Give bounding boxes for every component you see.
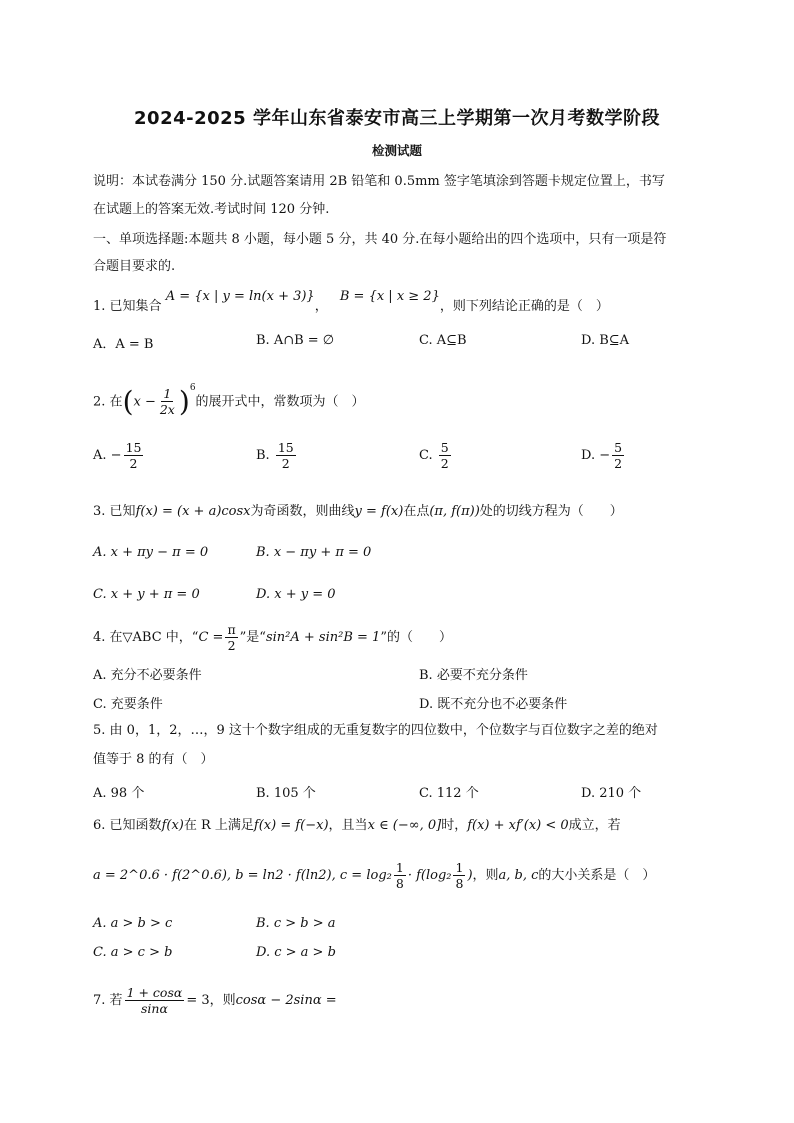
question-5-option-d[interactable]: D. 210 个 xyxy=(581,786,642,801)
fraction-numerator: π xyxy=(227,622,236,637)
question-4-option-a[interactable]: A. 充分不必要条件 xyxy=(93,668,202,683)
instructions-line-2: 在试题上的答案无效.考试时间 120 分钟. xyxy=(93,202,330,217)
question-text-mid: 为奇函数，则曲线 xyxy=(250,504,355,519)
question-7-stem xyxy=(93,980,713,1022)
fraction-denominator: 2 xyxy=(227,638,236,653)
exponent: 6 xyxy=(189,383,196,393)
question-6-option-c[interactable]: C. a > c > b xyxy=(93,945,173,960)
close-paren: ) xyxy=(467,868,473,883)
fraction-numerator: 1 + cosα xyxy=(126,985,183,1000)
even-function-condition: f(x) = f(−x) xyxy=(253,818,329,833)
question-number: 7. xyxy=(93,993,106,1008)
question-5-stem-line-1 xyxy=(93,722,713,740)
question-3-option-c[interactable]: C. x + y + π = 0 xyxy=(93,587,200,602)
target-expression: cosα − 2sinα = xyxy=(235,993,337,1008)
question-6-option-a[interactable]: A. a > b > c xyxy=(93,916,173,931)
question-text: 由 0，1，2，…，9 这十个数字组成的无重复数字的四位数中，个位数字与百位数字之差的绝对 xyxy=(109,723,658,738)
fraction-denominator: sinα xyxy=(140,1001,168,1016)
question-4-option-c[interactable]: C. 充要条件 xyxy=(93,697,163,712)
question-text: 已知函数 xyxy=(109,818,162,833)
question-5-option-a[interactable]: A. 98 个 xyxy=(93,786,145,801)
question-text: 已知 xyxy=(109,504,136,519)
question-4-option-d[interactable]: D. 既不充分也不必要条件 xyxy=(419,697,568,712)
fraction-numerator: 15 xyxy=(277,440,294,455)
option-letter: A. xyxy=(93,448,107,463)
option-letter: D. xyxy=(581,448,596,463)
question-text-mid: 在 R 上满足 xyxy=(183,818,254,833)
question-3-option-d[interactable]: D. x + y = 0 xyxy=(256,587,336,602)
domain-condition: x ∈ (−∞, 0] xyxy=(367,818,442,833)
function-name: f(x) xyxy=(161,818,184,833)
option-fraction xyxy=(612,440,624,471)
question-text-suffix: 处的切线方程为（ ） xyxy=(479,504,623,519)
question-3-stem xyxy=(93,503,713,521)
fraction-denominator: 8 xyxy=(395,876,404,891)
question-1-option-b[interactable]: B. A∩B = ∅ xyxy=(256,333,335,348)
question-5-option-b[interactable]: B. 105 个 xyxy=(256,786,316,801)
fraction xyxy=(394,860,406,891)
fraction xyxy=(125,985,185,1016)
fraction-numerator: 15 xyxy=(125,440,142,455)
expression-left: x − xyxy=(133,394,156,410)
question-text: 在▽ABC 中，“ xyxy=(109,630,199,645)
question-2-option-a[interactable] xyxy=(93,440,145,471)
question-text-mid3: 时， xyxy=(441,818,468,833)
option-letter: B. xyxy=(256,448,270,463)
set-b-expression: B = {x | x ≥ 2} xyxy=(339,289,440,304)
question-text-mid: ”是“ xyxy=(239,630,266,645)
question-2-option-c[interactable] xyxy=(419,440,453,471)
question-number: 3. xyxy=(93,504,106,519)
option-fraction xyxy=(124,440,144,471)
page-title: 2024-2025 学年山东省泰安市高三上学期第一次月考数学阶段 xyxy=(134,108,660,129)
question-text-suffix: ，则 xyxy=(472,868,499,883)
fraction-repeat xyxy=(453,860,465,891)
question-6-stem-line-1 xyxy=(93,817,713,835)
question-1-option-d[interactable]: D. B⊆A xyxy=(581,333,630,348)
question-number: 2. xyxy=(93,394,106,410)
option-letter: C. xyxy=(419,448,433,463)
question-text-mid2: 在点 xyxy=(403,504,430,519)
question-5-stem-line-2: 值等于 8 的有（ ） xyxy=(93,752,214,767)
question-number: 4. xyxy=(93,630,106,645)
curve-expression: y = f(x) xyxy=(354,504,404,519)
question-2-stem xyxy=(93,378,713,418)
question-number: 6. xyxy=(93,818,106,833)
section-heading-line-1: 一、单项选择题:本题共 8 小题，每小题 5 分，共 40 分.在每小题给出的四个选项中，只有一项是符 xyxy=(93,232,667,247)
question-5-option-c[interactable]: C. 112 个 xyxy=(419,786,479,801)
question-6-option-b[interactable]: B. c > b > a xyxy=(256,916,336,931)
question-number: 1. xyxy=(93,299,106,314)
question-2-option-d[interactable] xyxy=(581,440,626,471)
question-1-option-c[interactable]: C. A⊆B xyxy=(419,333,467,348)
question-text-suffix: ”的（ ） xyxy=(380,630,452,645)
section-heading-line-2: 合题目要求的. xyxy=(93,259,176,274)
question-3-option-b[interactable]: B. x − πy + π = 0 xyxy=(256,545,372,560)
fraction-denominator: 2 xyxy=(129,456,138,471)
point-expression: (π, f(π)) xyxy=(429,504,480,519)
fraction xyxy=(225,622,237,653)
question-text: 在 xyxy=(109,394,123,410)
question-number: 5. xyxy=(93,723,106,738)
question-6-option-d[interactable]: D. c > a > b xyxy=(256,945,336,960)
question-text-suffix: ，则下列结论正确的是（ ） xyxy=(439,299,609,314)
question-4-option-b[interactable]: B. 必要不充分条件 xyxy=(419,668,528,683)
abc-definition: a = 2^0.6 · f(2^0.6), b = ln2 · f(ln2), c = log₂ xyxy=(93,868,392,883)
option-fraction xyxy=(439,440,451,471)
abc-definition-mid: · f(log₂ xyxy=(407,868,452,883)
fraction xyxy=(158,386,177,417)
angle-c-expression: C = xyxy=(198,630,224,645)
question-text-suffix: 成立，若 xyxy=(568,818,621,833)
separator: ， xyxy=(314,299,328,314)
fraction-numerator: 5 xyxy=(440,440,449,455)
set-a-expression: A = {x | y = ln(x + 3)} xyxy=(165,289,315,304)
fraction-numerator: 1 xyxy=(455,860,464,875)
question-3-option-a[interactable]: A. x + πy − π = 0 xyxy=(93,545,209,560)
question-text: 若 xyxy=(109,993,123,1008)
fraction-numerator: 1 xyxy=(395,860,404,875)
fraction-denominator: 2 xyxy=(614,456,623,471)
fraction-numerator: 5 xyxy=(614,440,623,455)
derivative-condition: f(x) + xf′(x) < 0 xyxy=(467,818,569,833)
page-subtitle: 检测试题 xyxy=(371,143,422,158)
right-paren: ) xyxy=(178,384,190,418)
option-sign: − xyxy=(110,448,122,463)
question-text-end: 的大小关系是（ ） xyxy=(538,868,656,883)
question-6-stem-line-2 xyxy=(93,855,713,897)
fraction-numerator: 1 xyxy=(163,386,172,402)
instructions-line-1: 说明：本试卷满分 150 分.试题答案请用 2B 铅笔和 0.5mm 签字笔填涂到答题卡规定位置上，书写 xyxy=(93,174,665,189)
fraction-denominator: 2 xyxy=(440,456,449,471)
question-2-option-b[interactable] xyxy=(256,440,298,471)
left-paren: ( xyxy=(122,384,134,418)
trig-expression: sin²A + sin²B = 1 xyxy=(265,630,381,645)
question-1-option-a[interactable]: A．A = B xyxy=(93,337,154,352)
fraction-denominator: 8 xyxy=(455,876,464,891)
question-text-mid: = 3，则 xyxy=(186,993,236,1008)
question-1-stem xyxy=(93,289,713,316)
question-text-mid2: ，且当 xyxy=(328,818,368,833)
option-fraction xyxy=(276,440,296,471)
question-4-stem xyxy=(93,619,713,657)
abc-variables: a, b, c xyxy=(498,868,539,883)
function-expression: f(x) = (x + a)cosx xyxy=(135,504,251,519)
fraction-denominator: 2x xyxy=(159,402,175,418)
fraction-denominator: 2 xyxy=(281,456,290,471)
option-sign: − xyxy=(599,448,611,463)
question-text: 已知集合 xyxy=(109,299,162,314)
question-text-suffix: 的展开式中，常数项为（ ） xyxy=(195,394,365,410)
